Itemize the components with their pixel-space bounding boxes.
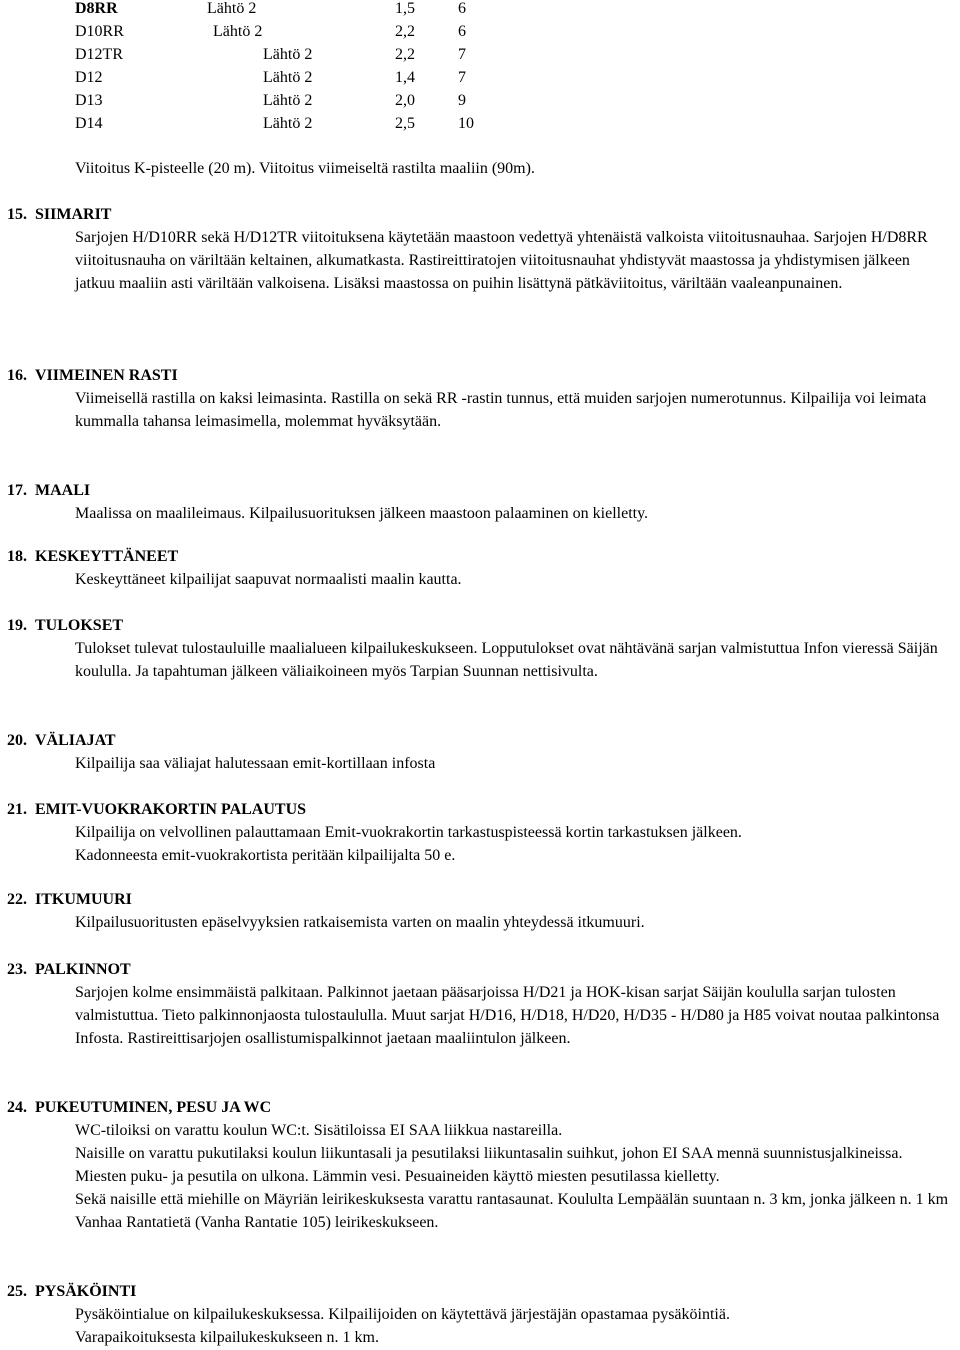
section-15 — [7, 203, 952, 295]
length-cell: 2,5 — [395, 115, 415, 132]
section-paragraph: Tulokset tulevat tulostauluille maalialueen kilpailukeskukseen. Lopputulokset ovat nähtävänä sarjan valmistuttua Infon vieressä Säijän koululla. Ja tapahtuman jälkeen väliaikoineen myös Tarpian Suunnan nettisivulta. — [75, 640, 938, 680]
table-row — [0, 66, 600, 89]
section-body — [75, 387, 952, 433]
table-row — [0, 0, 600, 20]
section-body — [75, 911, 952, 934]
section-body — [75, 752, 952, 775]
series-cell: D8RR — [75, 0, 118, 17]
section-23 — [7, 958, 952, 1050]
section-19 — [7, 614, 952, 683]
controls-cell: 10 — [458, 115, 474, 132]
section-20 — [7, 729, 952, 775]
table-row — [0, 20, 600, 43]
controls-cell: 6 — [458, 0, 466, 17]
section-paragraph: WC-tiloiksi on varattu koulun WC:t. Sisätiloissa EI SAA liikkua nastareilla. — [75, 1122, 563, 1139]
section-heading — [7, 203, 952, 226]
section-body — [75, 1119, 952, 1234]
section-paragraph: Maalissa on maalileimaus. Kilpailusuorituksen jälkeen maastoon palaaminen on kielletty. — [75, 505, 649, 522]
length-cell: 2,2 — [395, 23, 415, 40]
length-cell: 1,4 — [395, 69, 415, 86]
section-body — [75, 226, 952, 295]
section-paragraph: Varapaikoituksesta kilpailukeskukseen n. 1 km. — [75, 1329, 379, 1346]
section-number: 15. — [7, 206, 27, 223]
section-22 — [7, 888, 952, 934]
table-row — [0, 43, 600, 66]
section-paragraph: Keskeyttäneet kilpailijat saapuvat normaalisti maalin kautta. — [75, 571, 462, 588]
series-cell: D12TR — [75, 46, 123, 63]
section-heading — [7, 729, 952, 752]
controls-cell: 7 — [458, 46, 466, 63]
section-heading — [7, 798, 952, 821]
series-cell: D13 — [75, 92, 103, 109]
section-heading — [7, 888, 952, 911]
start-cell: Lähtö 2 — [263, 46, 313, 63]
section-number: 18. — [7, 548, 27, 565]
start-cell: Lähtö 2 — [263, 115, 313, 132]
section-body — [75, 821, 952, 867]
start-cell: Lähtö 2 — [207, 0, 257, 17]
section-title: PUKEUTUMINEN, PESU JA WC — [35, 1099, 272, 1116]
section-paragraph: Kadonneesta emit-vuokrakortista peritään kilpailijalta 50 e. — [75, 847, 456, 864]
section-number: 20. — [7, 732, 27, 749]
controls-cell: 7 — [458, 69, 466, 86]
section-number: 23. — [7, 961, 27, 978]
section-paragraph: Viimeisellä rastilla on kaksi leimasinta. Rastilla on sekä RR -rastin tunnus, että muiden sarjojen numerotunnus. Kilpailija voi leimata kummalla tahansa leimasimella, molemmat hyväksytään. — [75, 390, 927, 430]
section-body — [75, 981, 952, 1050]
table-row — [0, 112, 600, 135]
section-21 — [7, 798, 952, 867]
section-18 — [7, 545, 952, 591]
series-cell: D12 — [75, 69, 103, 86]
length-cell: 2,2 — [395, 46, 415, 63]
section-17 — [7, 479, 952, 525]
section-heading — [7, 364, 952, 387]
marking-note: Viitoitus K-pisteelle (20 m). Viitoitus viimeiseltä rastilta maaliin (90m). — [75, 160, 535, 177]
start-cell: Lähtö 2 — [213, 23, 263, 40]
section-number: 22. — [7, 891, 27, 908]
length-cell: 1,5 — [395, 0, 415, 17]
section-paragraph: Sarjojen kolme ensimmäistä palkitaan. Palkinnot jaetaan pääsarjoissa H/D21 ja HOK-kisan sarjat Säijän koululla sarjan tulosten valmistuttua. Tieto palkinnonjaosta tulostaululla. Muut sarjat H/D16, H/D18, H/D20, H/D35 - H/D80 ja H85 voivat noutaa palkintonsa Infosta. Rastireittisarjojen osallistumispalkinnot jaetaan maaliintulon jälkeen. — [75, 984, 940, 1047]
section-title: ITKUMUURI — [35, 891, 132, 908]
section-number: 19. — [7, 617, 27, 634]
section-24 — [7, 1096, 952, 1234]
section-title: PYSÄKÖINTI — [35, 1283, 137, 1300]
section-body — [75, 637, 952, 683]
series-cell: D14 — [75, 115, 103, 132]
section-paragraph: Naisille on varattu pukutilaksi koulun liikuntasali ja pesutilaksi liikuntasalin suihkut, johon EI SAA mennä suunnistusjalkineissa. — [75, 1145, 903, 1162]
section-paragraph: Sarjojen H/D10RR sekä H/D12TR viitoituksena käytetään maastoon vedettyä yhtenäistä valkoista viitoitusnauhaa. Sarjojen H/D8RR viitoitusnauha on väriltään keltainen, alkumatkasta. Rastireittiratojen viitoitusnauhat yhdistyvät maastossa ja yhdistymisen jälkeen jatkuu maaliin asti väriltään valkoisena. Lisäksi maastossa on puihin lisättynä pätkäviitoitus, väriltään vaaleanpunainen. — [75, 229, 928, 292]
section-paragraph: Kilpailija on velvollinen palauttamaan Emit-vuokrakortin tarkastuspisteessä kortin tarkastuksen jälkeen. — [75, 824, 742, 841]
table-row — [0, 89, 600, 112]
section-paragraph: Kilpailusuoritusten epäselvyyksien ratkaisemista varten on maalin yhteydessä itkumuuri. — [75, 914, 645, 931]
section-body — [75, 1303, 952, 1349]
section-title: TULOKSET — [35, 617, 124, 634]
section-number: 21. — [7, 801, 27, 818]
section-title: EMIT-VUOKRAKORTIN PALAUTUS — [35, 801, 307, 818]
section-title: KESKEYTTÄNEET — [35, 548, 179, 565]
section-25 — [7, 1280, 952, 1349]
controls-cell: 9 — [458, 92, 466, 109]
section-number: 16. — [7, 367, 27, 384]
section-paragraph: Miesten puku- ja pesutila on ulkona. Lämmin vesi. Pesuaineiden käyttö miesten pesutilassa kielletty. — [75, 1168, 720, 1185]
section-body — [75, 568, 952, 591]
section-title: VIIMEINEN RASTI — [35, 367, 178, 384]
length-cell: 2,0 — [395, 92, 415, 109]
section-number: 24. — [7, 1099, 27, 1116]
section-number: 17. — [7, 482, 27, 499]
section-paragraph: Sekä naisille että miehille on Mäyriän leirikeskuksesta varattu rantasaunat. Koululta Lempäälän suuntaan n. 3 km, jonka jälkeen n. 1 km Vanhaa Rantatietä (Vanha Rantatie 105) leirikeskukseen. — [75, 1191, 949, 1231]
start-cell: Lähtö 2 — [263, 92, 313, 109]
section-heading — [7, 545, 952, 568]
section-heading — [7, 614, 952, 637]
section-heading — [7, 1280, 952, 1303]
section-title: PALKINNOT — [35, 961, 131, 978]
start-cell: Lähtö 2 — [263, 69, 313, 86]
section-paragraph: Kilpailija saa väliajat halutessaan emit-kortillaan infosta — [75, 755, 436, 772]
section-title: SIIMARIT — [35, 206, 112, 223]
section-number: 25. — [7, 1283, 27, 1300]
section-heading — [7, 958, 952, 981]
section-title: MAALI — [35, 482, 91, 499]
controls-cell: 6 — [458, 23, 466, 40]
section-heading — [7, 479, 952, 502]
section-heading — [7, 1096, 952, 1119]
series-cell: D10RR — [75, 23, 124, 40]
section-body — [75, 502, 952, 525]
section-paragraph: Pysäköintialue on kilpailukeskuksessa. Kilpailijoiden on käytettävä järjestäjän opastamaa pysäköintiä. — [75, 1306, 730, 1323]
section-title: VÄLIAJAT — [35, 732, 116, 749]
section-16 — [7, 364, 952, 433]
